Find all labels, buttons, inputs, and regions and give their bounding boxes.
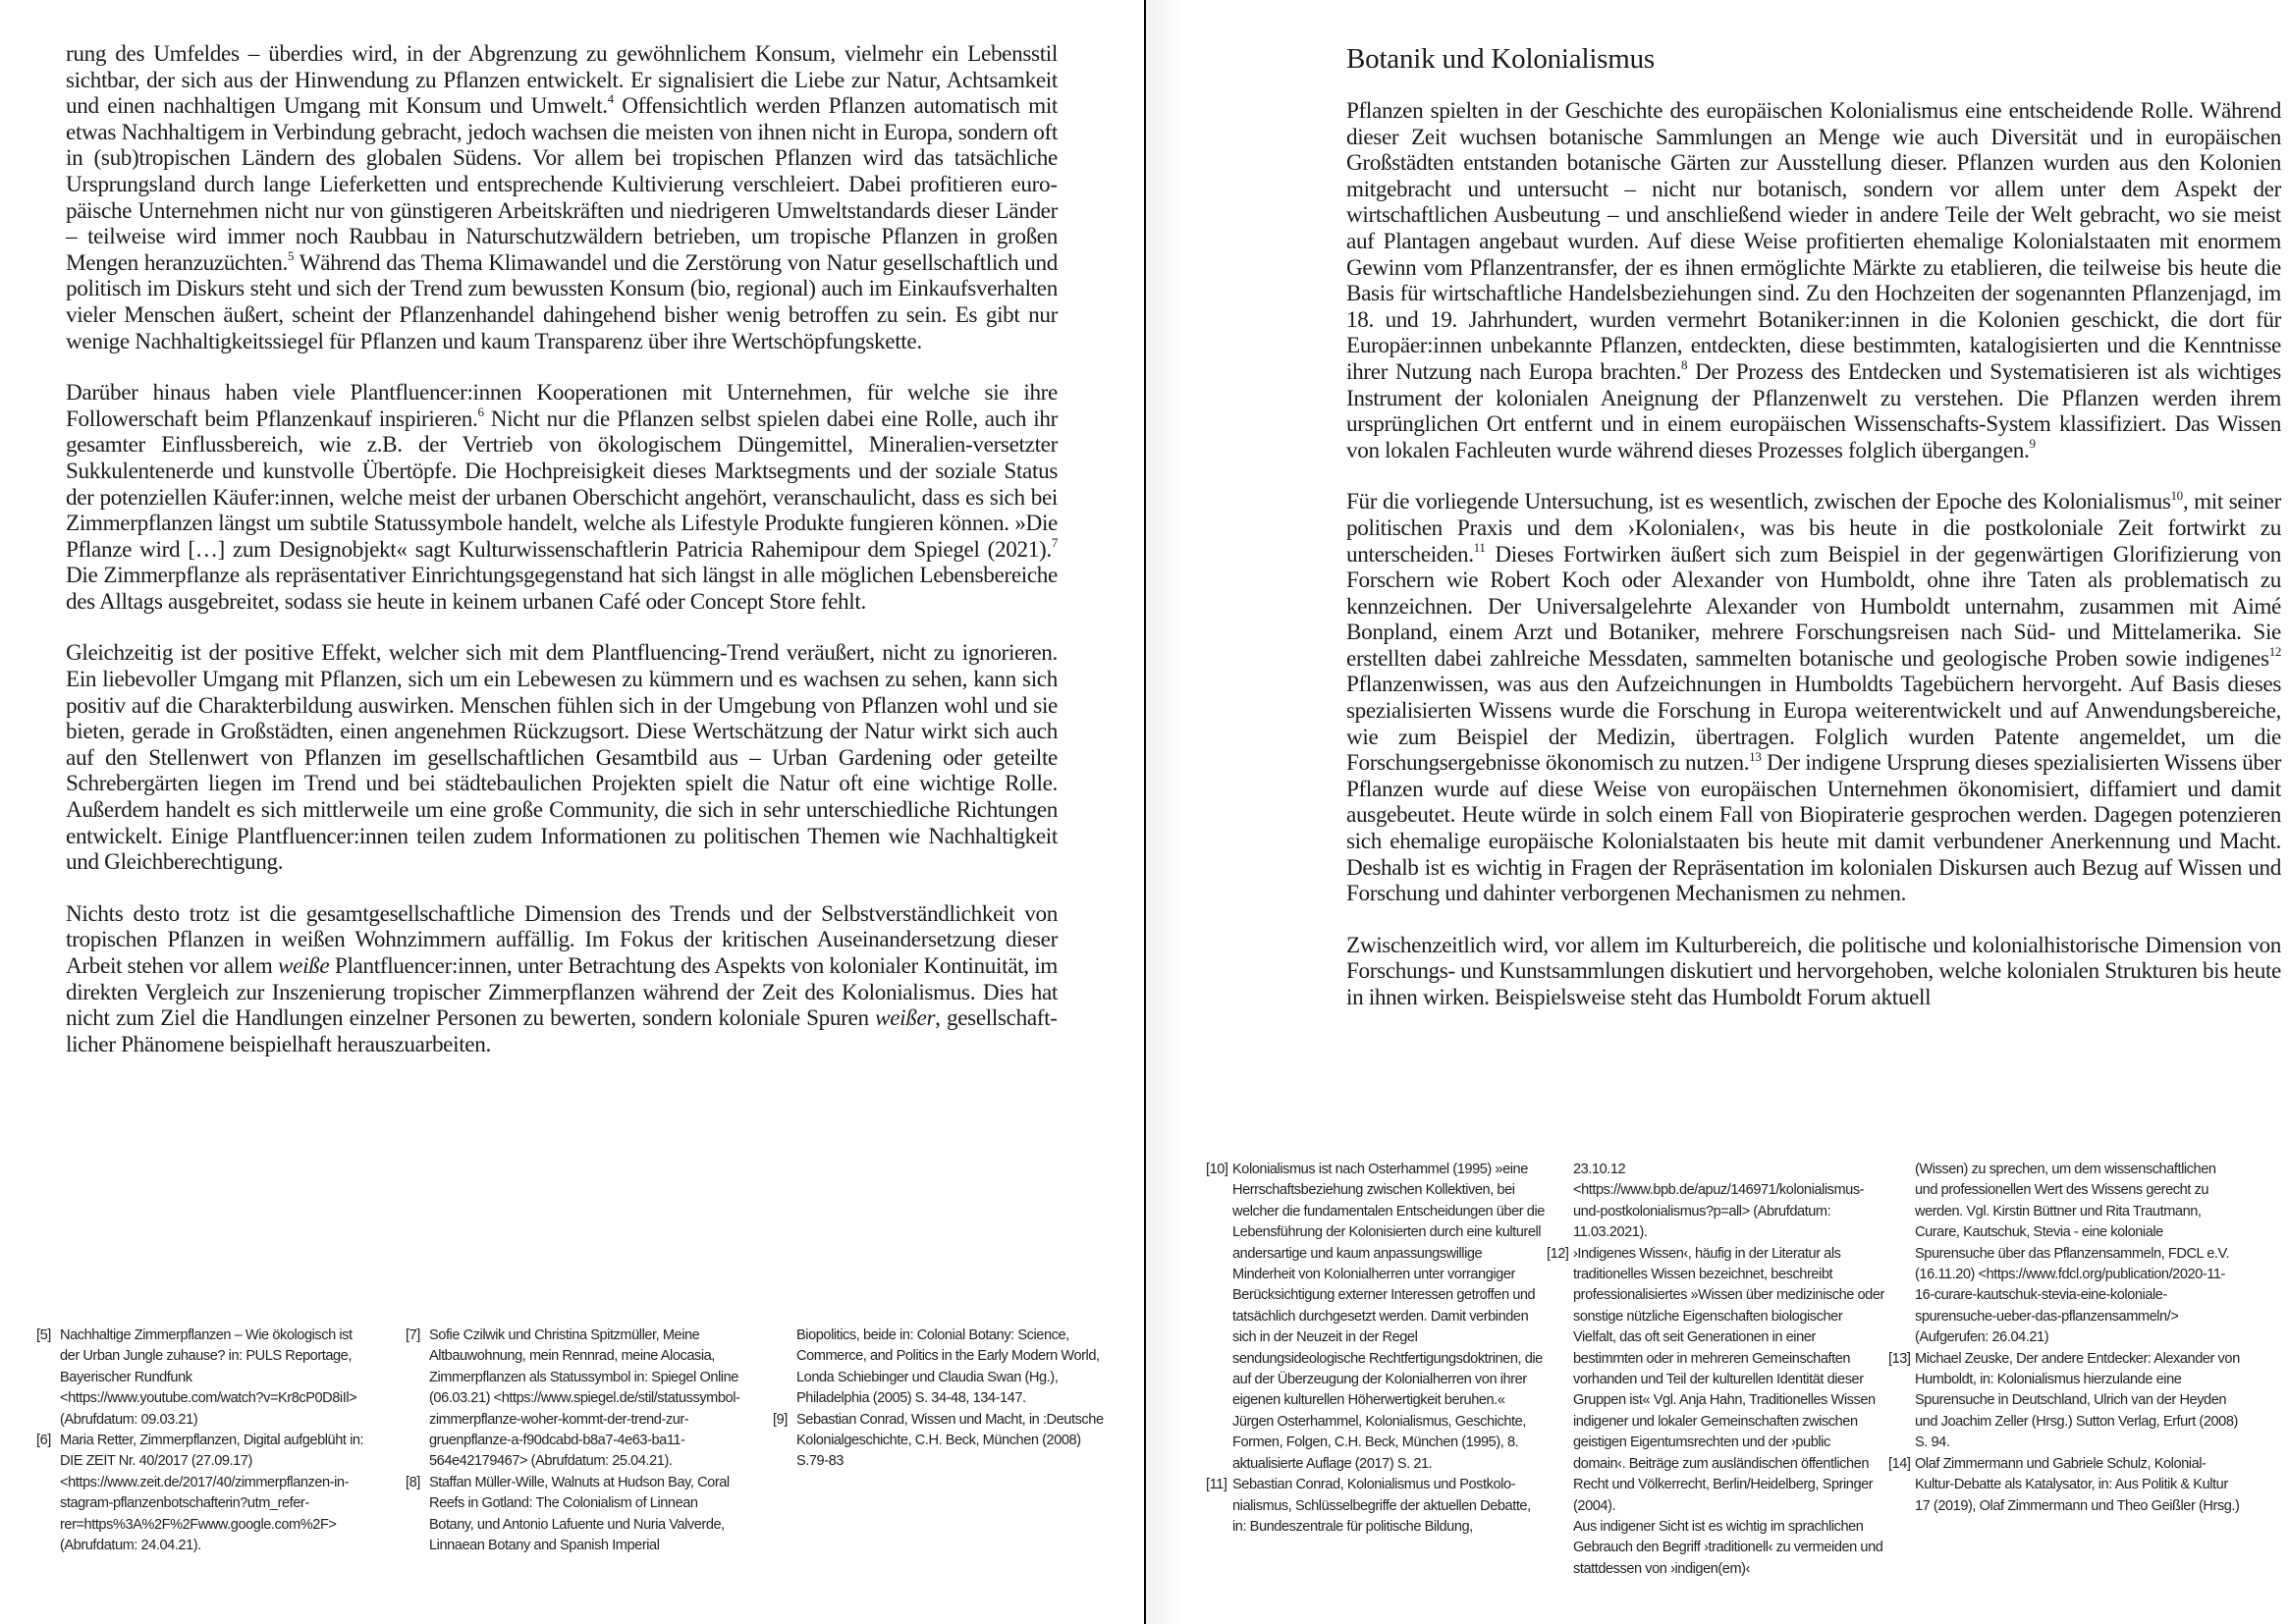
footnote-text: Sofie Czilwik und Christina Spitzmüller, Meine Altbauwohnung, mein Rennrad, meine Alocasia, Zimmerpflanzen als Statussymbol in: Spiegel Online (06.03.21) <https://www.spiegel.de/stil/statussymbol-zimmerpflanze-woher-kommt-der-trend-zur-gruenpflanze-a-f90dcabd-b8a7-4e63-ba11-564e42179467> (Abrufdatum: 25.04.21). (429, 1327, 740, 1470)
footnote-number: [10] (1206, 1162, 1228, 1177)
footnote-text: Maria Retter, Zimmerpflanzen, Digital aufgeblüht in: DIE ZEIT Nr. 40/2017 (27.09.17) <https://www.zeit.de/2017/40/zimmerpflanzen-instagram-pflanzenbotschafterin?utm_referrer=https%3A%2F%2Fwww.google.com%2F> (Abrufdatum: 24.04.21). (60, 1433, 364, 1554)
footnote-number: [13] (1888, 1350, 1911, 1367)
footnote-reference: 5 (287, 248, 295, 264)
footnote-reference: 7 (1051, 534, 1058, 550)
footnote-reference: 4 (607, 91, 614, 107)
footnote-number: [11] (1206, 1477, 1227, 1493)
footnote-column-2 (1547, 1160, 1885, 1580)
footnote (406, 1473, 744, 1557)
emphasis: weißer (875, 1005, 936, 1032)
footnote-text: ›Indigenes Wissen‹, häufig in der Literatur als traditionelles Wissen bezeichnet, beschreibt professionalisiertes »Wissen über medizinische oder sonstige nützliche Eigenschaften biologischer Vielfalt, das oft seit Generationen in einer bestimmten oder in mehreren Gemeinschaften vorhanden und Teil der kulturellen Identität dieser Gruppen ist« Vgl. Anja Hahn, Traditionelles Wissen indigener und lokaler Gemeinschaften zwischen geistigen Eigentumsrechten und der ›public domain‹. Beiträge zum ausländischen öffentlichen Recht und Völkerrecht, Berlin/Heidelberg, Springer (2004). (1573, 1245, 1884, 1514)
footnote-text: Sebastian Conrad, Wissen und Macht, in :Deutsche Kolonialgeschichte, C.H. Beck, München (2008) S.79-83 (796, 1411, 1104, 1470)
footnote-text: Staffan Müller-Wille, Walnuts at Hudson Bay, Coral Reefs in Gotland: The Colonialism of Linnean Botany, und Antonio Lafuente und Nuria Valverde, Linnaean Botany and Spanish Imperial (429, 1474, 730, 1554)
right-page (1151, 0, 2289, 1624)
footnote-text: 23.10.12 <https://www.bpb.de/apuz/146971/kolonialismus-und-postkolonialismus?p=all> (Abrufdatum: 11.03.2021). (1573, 1162, 1865, 1241)
footnote-number: [7] (406, 1327, 420, 1343)
paragraph: Nichts desto trotz ist die gesamtgesellschaftliche Dimension des Trends und der Selbstverständlichkeit von tropischen Pflanzen in weißen Wohnzimmern auffällig. Im Fokus der kritischen Auseinandersetzung dieser Arbeit stehen vor allem weiße Plantfluencer:innen, unter Betrachtung des Aspekts von kolonialer Kontinuität, im direkten Vergleich zur Inszenierung tropischer Zimmerpflanzen während der Zeit des Kolonialismus. Dies hat nicht zum Ziel die Handlungen einzelner Personen zu bewerten, sondern koloniale Spuren weißer, gesellschaftlicher Phänomene beispielhaft herauszuarbeiten. (66, 900, 1058, 1057)
footnote-column-2 (406, 1326, 744, 1556)
paragraph: Zwischenzeitlich wird, vor allem im Kulturbereich, die politische und kolonialhistorische Dimension von Forschungs- und Kunstsammlungen diskutiert und hervorgehoben, welche kolonialen Strukturen bis heute in ihnen wirken. Beispielsweise steht das Humboldt Forum aktuell (1346, 932, 2281, 1010)
footnote-reference: 8 (1680, 357, 1688, 373)
paragraph: rung des Umfeldes – überdies wird, in der Abgrenzung zu gewöhnlichem Konsum, vielmehr ein Lebensstil sichtbar, der sich aus der Hinwendung zu Pflanzen entwickelt. Er signalisiert die Liebe zur Natur, Achtsamkeit und einen nachhaltigen Umgang mit Konsum und Umwelt.$^4$ Offensichtlich werden Pflanzen automatisch mit etwas Nachhaltigem in Verbindung gebracht, jedoch wachsen die meisten von ihnen nicht in Europa, sondern oft in (sub)tropischen Ländern des globalen Südens. Vor allem bei tropischen Pflanzen wird das tatsächliche Ursprungsland durch lange Lieferketten und entsprechende Kultivierung verschleiert. Dabei profitieren europäische Unternehmen nicht nur von günstigeren Arbeitskräften und niedrigeren Umweltstandards dieser Länder – teilweise wird immer noch Raubbau in Naturschutzwäldern betrieben, um tropische Pflanzen in großen Mengen heranzuzüchten.$^5$ Während das Thema Klimawandel und die Zerstörung von Natur gesellschaftlich und politisch im Diskurs steht und sich der Trend zum bewussten Konsum (bio, regional) auch im Einkaufsverhalten vieler Menschen äußert, scheint der Pflanzenhandel dahingehend bisher wenig betroffen zu sein. Es gibt nur wenige Nachhaltigkeitssiegel für Pflanzen und kaum Transparenz über ihre Wertschöpfungskette. (66, 41, 1059, 354)
footnote (36, 1326, 370, 1431)
footnote-reference: 12 (2268, 644, 2281, 660)
footnote-number: [8] (406, 1474, 420, 1490)
footnote-text: Kolonialismus ist nach Osterhammel (1995) »eine Herrschaftsbeziehung zwischen Kollektiven, bei welcher die fundamentalen Entscheidungen über die Lebensführung der Kolonisierten durch eine kulturell andersartige und kaum anpassungswillige Minderheit von Kolonialherren unter vorrangiger Berücksichtigung externer Interessen getroffen und tatsächlich durchgesetzt werden. Damit verbinden sich in der Neuzeit in der Regel sendungsideologische Rechtfertigungsdoktrinen, die auf der Überzeugung der Kolonialherren von ihrer eigenen kulturellen Höherwertigkeit beruhen.« Jürgen Osterhammel, Kolonialismus, Geschichte, Formen, Folgen, C.H. Beck, München (1995), 8. aktualisierte Auflage (2017) S. 21. (1232, 1162, 1545, 1472)
right-body-text (1346, 98, 2281, 1011)
footnote (1547, 1244, 1885, 1517)
footnote-continuation (1547, 1160, 1885, 1244)
footnote-column-1 (1206, 1160, 1545, 1538)
section-title: Botanik und Kolonialismus (1346, 43, 1656, 75)
footnote-column-3 (1888, 1160, 2242, 1517)
footnote-reference: 11 (1473, 539, 1486, 555)
left-body-text (66, 41, 1058, 1057)
footnote-reference: 10 (2170, 487, 2183, 503)
footnote (36, 1431, 370, 1556)
footnote-continuation (1888, 1160, 2242, 1349)
paragraph: Darüber hinaus haben viele Plantfluencer:innen Kooperationen mit Unternehmen, für welche sie ihre Followerschaft beim Pflanzenkauf inspirieren.$^6$ Nicht nur die Pflanzen selbst spielen dabei eine Rolle, auch ihr gesamter Einflussbereich, wie z.B. der Vertrieb von ökologischem Düngemittel, Mineralien-versetzter Sukkulentenerde und kunstvolle Übertöpfe. Die Hochpreisigkeit dieses Marktsegments und der soziale Status der potenziellen Käufer:innen, welche meist der urbanen Oberschicht angehört, veranschaulicht, dass es sich bei Zimmerpflanzen längst um subtile Statussymbole handelt, welche als Lifestyle Produkte fungieren können. »Die Pflanze wird […] zum Designobjekt« sagt Kulturwissenschaftlerin Patricia Rahemipour dem Spiegel (2021).$^7$ Die Zimmerpflanze als repräsentativer Einrichtungsgegenstand hat sich längst in alle möglichen Lebensbereiche des Alltags ausgebreitet, sodass sie heute in keinem urbanen Café oder Concept Store fehlt. (66, 380, 1059, 615)
footnote-number: [14] (1888, 1455, 1911, 1472)
paragraph: Für die vorliegende Untersuchung, ist es wesentlich, zwischen der Epoche des Kolonialismus$^{10}$, mit seiner politischen Praxis und dem ›Kolonialen‹, was bis heute in die postkoloniale Zeit fortwirkt zu unterscheiden.$^{11}$ Dieses Fortwirken äußert sich zum Beispiel in der gegenwärtigen Glorifizierung von Forschern wie Robert Koch oder Alexander von Humboldt, ohne ihre Taten als problematisch zu kennzeichnen. Der Universalgelehrte Alexander von Humboldt unternahm, zusammen mit Aimé Bonpland, einem Arzt und Botaniker, mehrere Forschungsreisen nach Süd- und Mittelamerika. Sie erstellten dabei zahlreiche Messdaten, sammelten botanische und geologische Proben sowie indigenes$^{12}$ Pflanzenwissen, was aus den Aufzeichnungen in Humboldts Tagebüchern hervorgeht. Auf Basis dieses spezialisierten Wissens wurde die Forschung in Europa weiterentwickelt und auf Anwendungsbereiche, wie zum Beispiel der Medizin, übertragen. Folglich wurden Patente angemeldet, um die Forschungsergebnisse ökonomisch zu nutzen.$^{13}$ Der indigene Ursprung dieses spezialisierten Wissens über Pflanzen wurde auf diese Weise von europäischen Unternehmen ökonomisiert, diffamiert und damit ausgebeutet. Heute würde in solch einem Fall von Biopiraterie gesprochen werden. Dagegen potenzieren sich ehemalige europäische Kolonialstaaten bis heute mit damit verbundener Anerkennung und Macht. Deshalb ist es wichtig in Fragen der Repräsentation im kolonialen Diskursen auch Bezug auf Wissen und Forschung und dahinter verborgenen Mechanismen zu nehmen. (1346, 487, 2281, 907)
paragraph: Pflanzen spielten in der Geschichte des europäischen Kolonialismus eine entscheidende Rolle. Während dieser Zeit wuchsen botanische Sammlungen an Menge wie auch Diversität und in europäischen Großstädten entstanden botanische Gärten zur Ausstellung dieser. Pflanzen wurden aus den Kolonien mitgebracht und untersucht – nicht nur botanisch, sondern vor allem unter dem Aspekt der wirtschaftlichen Ausbeutung – und anschließend wieder in andere Teile der Welt gebracht, wo sie meist auf Plantagen angebaut wurden. Auf diese Weise profitierten ehemalige Kolonialstaaten mit enormem Gewinn vom Pflanzentransfer, der es ihnen ermöglichte Märkte zu etablieren, die teilweise bis heute die Basis für wirtschaftliche Handelsbeziehungen sind. Zu den Hochzeiten der sogenannten Pflanzenjagd, im 18. und 19. Jahrhundert, wurden vermehrt Botaniker:innen in die Kolonien geschickt, die dort für Europäer:innen unbekannte Pflanzen, entdeckten, diese bestimmten, katalogisierten und die Kenntnisse ihrer Nutzung nach Europa brachten.$^8$ Der Prozess des Entdecken und Systematisieren ist als wichtiges Instrument der kolonialen Aneignung der Pflanzenwelt zu verstehen. Die Pflanzen werden ihrem ursprünglichen Ort entfernt und in einem europäischen Wissenschafts-System klassifiziert. Das Wissen von lokalen Fachleuten wurde während dieses Prozesses folglich übergangen.$^9$ (1346, 98, 2281, 463)
footnote-column-3 (773, 1326, 1112, 1473)
footnote-text: Aus indigener Sicht ist es wichtig im sprachlichen Gebrauch den Begriff ›traditionell‹ zu vermeiden und stattdessen von ›indigen(em)‹ (1573, 1518, 1883, 1577)
paragraph: Gleichzeitig ist der positive Effekt, welcher sich mit dem Plantfluencing-Trend veräußert, nicht zu ignorieren. Ein liebevoller Umgang mit Pflanzen, sich um ein Lebewesen zu kümmern und es wachsen zu sehen, kann sich positiv auf die Charakterbildung auswirken. Menschen fühlen sich in der Umgebung von Pflanzen wohl und sie bieten, gerade in Großstädten, einen angenehmen Rückzugsort. Diese Wertschätzung der Natur wirkt sich auch auf den Stellenwert von Pflanzen im gesellschaftlichen Gesamtbild aus – Urban Gardening oder geteilte Schrebergärten liegen im Trend und bei städtebaulichen Projekten spielt die Natur oft eine wichtige Rolle. Außerdem handelt es sich mittlerweile um eine große Community, die sich in sehr unterschiedliche Richtungen entwickelt. Einige Plantfluencer:innen teilen zudem Informationen zu politischen Themen wie Nachhaltigkeit und Gleichberechtigung. (66, 640, 1058, 876)
footnote-text: Biopolitics, beide in: Colonial Botany: Science, Commerce, and Politics in the Early Modern World, Londa Schiebinger und Claudia Swan (Hg.), Philadelphia (2005) S. 34-48, 134-147. (796, 1327, 1100, 1407)
footnote (1888, 1349, 2242, 1454)
footnote-text: (Wissen) zu sprechen, um dem wissenschaftlichen und professionellen Wert des Wissens gerecht zu werden. Vgl. Kirstin Büttner und Rita Trautmann, Curare, Kautschuk, Stevia - eine koloniale Spurensuche über das Pflanzensammeln, FDCL e.V. (16.11.20) <https://www.fdcl.org/publication/2020-11-16-curare-kautschuk-stevia-eine-koloniale-spurensuche-ueber-das-pflanzensammeln/> (Aufgerufen: 26.04.21) (1915, 1162, 2230, 1346)
footnote-continuation (1547, 1517, 1885, 1580)
footnote (1888, 1454, 2242, 1517)
footnote-reference: 13 (1749, 748, 1762, 764)
footnote (1206, 1475, 1545, 1538)
footnote-reference: 9 (2029, 435, 2036, 451)
footnote (773, 1410, 1112, 1473)
footnote-continuation (773, 1326, 1112, 1410)
footnote-number: [6] (36, 1433, 51, 1449)
footnote (406, 1326, 744, 1473)
footnote-text: Michael Zeuske, Der andere Entdecker: Alexander von Humboldt, in: Kolonialismus hierzulande eine Spurensuche in Deutschland, Ulrich van der Heyden und Joachim Zeller (Hrsg.) Sutton Verlag, Erfurt (2008) S. 94. (1915, 1350, 2240, 1451)
footnote-text: Nachhaltige Zimmerpflanzen – Wie ökologisch ist der Urban Jungle zuhause? in: PULS Reportage, Bayerischer Rundfunk <https://www.youtube.com/watch?v=Kr8cP0D8iIl> (Abrufdatum: 09.03.21) (60, 1327, 357, 1428)
emphasis: weiße (278, 953, 330, 979)
footnote-number: [5] (36, 1327, 51, 1343)
footnote-text: Olaf Zimmermann und Gabriele Schulz, Kolonial-Kultur-Debatte als Katalysator, in: Aus Politik & Kultur 17 (2019), Olaf Zimmermann und Theo Geißler (Hrsg.) (1915, 1455, 2240, 1514)
footnote (1206, 1160, 1545, 1475)
footnote-reference: 6 (477, 404, 484, 419)
footnote-column-1 (36, 1326, 370, 1556)
footnote-number: [12] (1547, 1245, 1569, 1262)
footnote-number: [9] (773, 1411, 788, 1428)
footnote-text: Sebastian Conrad, Kolonialismus und Postkolonialismus, Schlüsselbegriffe der aktuellen Debatte, in: Bundeszentrale für politische Bildung, (1232, 1477, 1531, 1535)
